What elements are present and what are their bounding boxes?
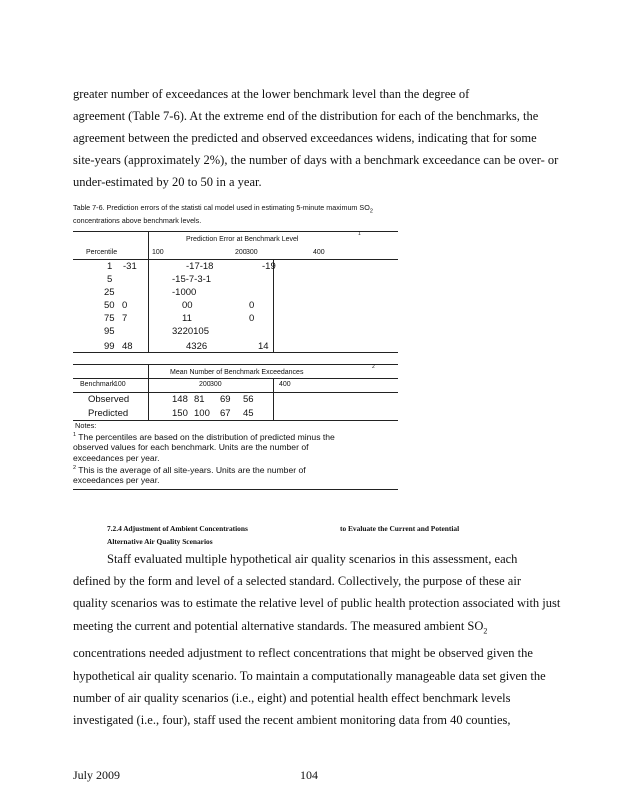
table2-benchmark-label: Benchmark	[80, 381, 116, 388]
table1-cell: 25	[104, 287, 115, 298]
table2-level-400: 400	[279, 381, 291, 388]
table-caption	[73, 203, 603, 226]
table1-col-divider	[148, 231, 149, 352]
so-subscript: 2	[483, 626, 488, 636]
table2-cell: 81	[194, 394, 205, 405]
caption-line-1: Table 7-6. Prediction errors of the statisti cal model used in estimating 5-minute maximum SO	[73, 203, 370, 212]
table2-sub-rule	[73, 392, 398, 393]
intro-line: greater number of exceedances at the lower benchmark level than the degree of	[73, 87, 470, 101]
intro-line: under-estimated by 20 to 50 in a year.	[73, 175, 262, 189]
table1-cell: 99	[104, 341, 115, 352]
table1-cell: 1	[107, 261, 113, 272]
table2-cell: 150	[172, 408, 188, 419]
note-1-line: observed values for each benchmark. Units are the number of	[73, 442, 309, 453]
table2-header-marker: 2	[372, 364, 375, 370]
body-line: Staff evaluated multiple hypothetical air quality scenarios in this assessment, each	[107, 552, 518, 566]
table1-cell: 0	[249, 313, 255, 324]
intro-line: site-years (approximately 2%), the number of days with a benchmark exceedance can be over- or	[73, 153, 559, 167]
table1-cell: 50	[104, 300, 115, 311]
table1-cell: 0	[122, 300, 128, 311]
table1-cell: 7	[122, 313, 128, 324]
table2-header-top: Mean Number of Benchmark Exceedances	[170, 369, 304, 376]
table2-col-divider	[273, 378, 274, 420]
table1-level-200: 200	[235, 249, 247, 256]
table1-percentile-label: Percentile	[86, 249, 118, 256]
table2-cell: 148	[172, 394, 188, 405]
body-paragraph	[73, 548, 593, 731]
table2-header-rule	[73, 378, 398, 379]
intro-line: agreement between the predicted and observed exceedances widens, indicating that for some	[73, 131, 537, 145]
section-heading-left: 7.2.4 Adjustment of Ambient Concentrations	[107, 524, 248, 533]
note-1-line: The percentiles are based on the distribution of predicted minus the	[78, 431, 335, 442]
table2-level-100: 100	[114, 381, 126, 388]
table2-top-rule	[73, 364, 398, 365]
table2-cell: 45	[243, 408, 254, 419]
body-line: hypothetical air quality scenario. To maintain a computationally manageable data set given the	[73, 668, 546, 683]
table1-col-divider	[273, 260, 274, 352]
intro-line: agreement (Table 7-6). At the extreme end of the distribution for each of the benchmarks, the	[73, 109, 539, 123]
note-1-marker: 1	[73, 432, 77, 438]
table2-row-label: Predicted	[88, 408, 129, 419]
table2-cell: 69	[220, 394, 231, 405]
body-line: meeting the current and potential alternative standards. The measured ambient SO	[73, 618, 484, 633]
table1-header-marker: 1	[358, 231, 361, 237]
table2-cell: 56	[243, 394, 254, 405]
notes-bottom-rule	[73, 489, 398, 490]
note-2	[73, 463, 306, 486]
caption-line-2: concentrations above benchmark levels.	[73, 216, 202, 226]
note-1	[73, 430, 335, 463]
table1-cell: -19	[262, 261, 276, 272]
section-heading-right: to Evaluate the Current and Potential	[340, 524, 460, 533]
table1-cell: -17-18	[186, 261, 214, 272]
note-2-marker: 2	[73, 465, 77, 471]
section-heading-line-2: Alternative Air Quality Scenarios	[107, 537, 213, 546]
caption-subscript: 2	[369, 208, 373, 215]
table2-level-200: 200	[199, 381, 211, 388]
note-2-line: This is the average of all site-years. Units are the number of	[78, 464, 306, 475]
note-2-line: exceedances per year.	[73, 475, 160, 486]
table1-cell: 95	[104, 326, 115, 337]
table1-cell: -15-7-3-1	[172, 274, 212, 285]
notes-title: Notes:	[75, 421, 97, 430]
table1-level-300: 300	[246, 249, 258, 256]
body-line: quality scenarios was to estimate the relative level of public health protection associated with just	[73, 596, 561, 611]
table1-header-rule	[73, 259, 398, 260]
table1-level-100: 100	[152, 249, 164, 256]
body-line: number of air quality scenarios (i.e., eight) and potential health effect benchmark levels	[73, 690, 511, 705]
table1-level-400: 400	[313, 249, 325, 256]
body-line: defined by the form and level of a selected standard. Collectively, the purpose of these air	[73, 574, 521, 589]
table2-bottom-rule	[73, 420, 398, 421]
table1-cell: -31	[123, 261, 137, 272]
page-number: 104	[300, 768, 318, 782]
table1-cell: 0	[249, 300, 255, 311]
table1-bottom-rule	[73, 352, 398, 353]
table1-top-rule	[73, 231, 398, 232]
table2-cell: 67	[220, 408, 231, 419]
table1-cell: -1000	[172, 287, 197, 298]
table2-cell: 100	[194, 408, 210, 419]
table1-cell: 75	[104, 313, 115, 324]
table1-cell: 11	[182, 313, 192, 324]
table2-level-300: 300	[210, 381, 222, 388]
note-1-line: exceedances per year.	[73, 452, 160, 463]
footer-date: July 2009	[73, 768, 121, 782]
table1-cell: 48	[122, 341, 133, 352]
table2-row-label: Observed	[88, 394, 130, 405]
body-line: investigated (i.e., four), staff used the recent ambient monitoring data from 40 counties,	[73, 712, 511, 727]
table1-cell: 3220105	[172, 326, 209, 337]
body-line: concentrations needed adjustment to reflect concentrations that might be observed given the	[73, 646, 533, 661]
intro-paragraph	[73, 83, 593, 193]
table1-cell: 4326	[186, 341, 208, 352]
table1-cell: 00	[182, 300, 193, 311]
table1-cell: 14	[258, 341, 269, 352]
table1-cell: 5	[107, 274, 113, 285]
table1-header-top: Prediction Error at Benchmark Level	[186, 236, 299, 243]
